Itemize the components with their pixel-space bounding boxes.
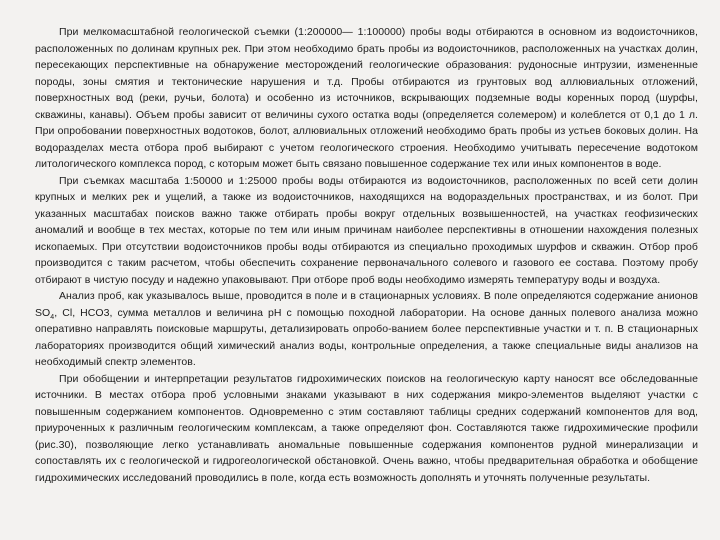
paragraph-interpretation: При обобщении и интерпретации результатов гидрохимических поисков на геологическую карту наносят все обследованные источники. В местах отбора проб условными знаками указывают в них содержания микро-элементов выделяют участки с повышенным содержанием компонентов. Одновременно с этим составляют таблицы средних содержаний компонентов для вод, приуроченных к различным геологическим комплексам, а также определяют фон. Составляются также гидрохимические профили (рис.30), позволяющие легко устанавливать аномальные повышенные содержания компонентов рудной минерализации и сопоставлять их с геологической и гидрогеологической обстановкой. Очень важно, чтобы предварительная обработка и обобщение гидрохимических исследований проводились в поле, когда есть возможность дополнять и уточнять полученные результаты. <box>35 372 698 484</box>
paragraph-small-scale-survey: При мелкомасштабной геологической съемки (1:200000— 1:100000) пробы воды отбираются в основном из водоисточников, расположенных по долинам крупных рек. При этом необходимо брать пробы из водоисточников, расположенных на участках долин, пересекающих перспективные на обнаружение месторождений геологические образования: рудоносные интрузии, измененные породы, зоны смятия и тектонические нарушения и т.д. Пробы отбираются из грунтовых вод аллювиальных отложений, поверхностных вод (реки, ручьи, болота) и особенно из источников, вскрывающих подземные воды коренных пород (шурфы, скважины, канавы). Объем пробы зависит от величины сухого остатка воды (определяется солемером) и колеблется от 0,1 до 1 л. При опробовании поверхностных водотоков, болот, аллювиальных отложений необходимо брать пробы из устьев боковых долин. На водоразделах места отбора проб выбирают с учетом геологического строения. Необходимо учитывать пересечение водотоком литологического комплекса пород, с которым может быть связано повышенное содержание тех или иных компонентов в воде. <box>35 26 698 170</box>
paragraph-sample-analysis <box>35 288 698 371</box>
sulfate-subscript: 4 <box>50 313 55 321</box>
analysis-text-before: Анализ проб, как указывалось выше, проводится в поле и в стационарных условиях. В поле определяются содержание анионов SO <box>35 290 698 319</box>
paragraph-detailed-survey: При съемках масштаба 1:50000 и 1:25000 пробы воды отбираются из водоисточников, расположенных по всей сети долин крупных и мелких рек и ущелий, а также из водоисточников, находящихся на водораздельных пространствах, и из болот. При указанных масштабах поисков важно также отбирать пробы вокруг отдельных возвышенностей, на участках геофизических аномалий и вообще в тех местах, которые по тем или иным причинам наиболее перспективны в отношении нахождения полезных ископаемых. При отсутствии водоисточников пробы воды отбираются из специально проходимых шурфов и скважин. Отбор проб производится с таким расчетом, чтобы обеспечить сохранение первоначального солевого и газового ее состава. Поэтому пробу отбирают в чистую посуду и надежно упаковывают. При отборе проб воды необходимо измерять температуру воды и воздуха. <box>35 174 698 286</box>
analysis-text-after: , Cl, HCO3, сумма металлов и величина pH с помощью походной лаборатории. На основе данных полевого анализа можно оперативно направлять поисковые маршруты, детализировать опробо-ванием более перспективные участки и т. п. В стационарных лабораториях производится общий химический анализ воды, контрольные определения, а также специальные виды анализов на необходимый спектр элементов. <box>35 306 698 368</box>
